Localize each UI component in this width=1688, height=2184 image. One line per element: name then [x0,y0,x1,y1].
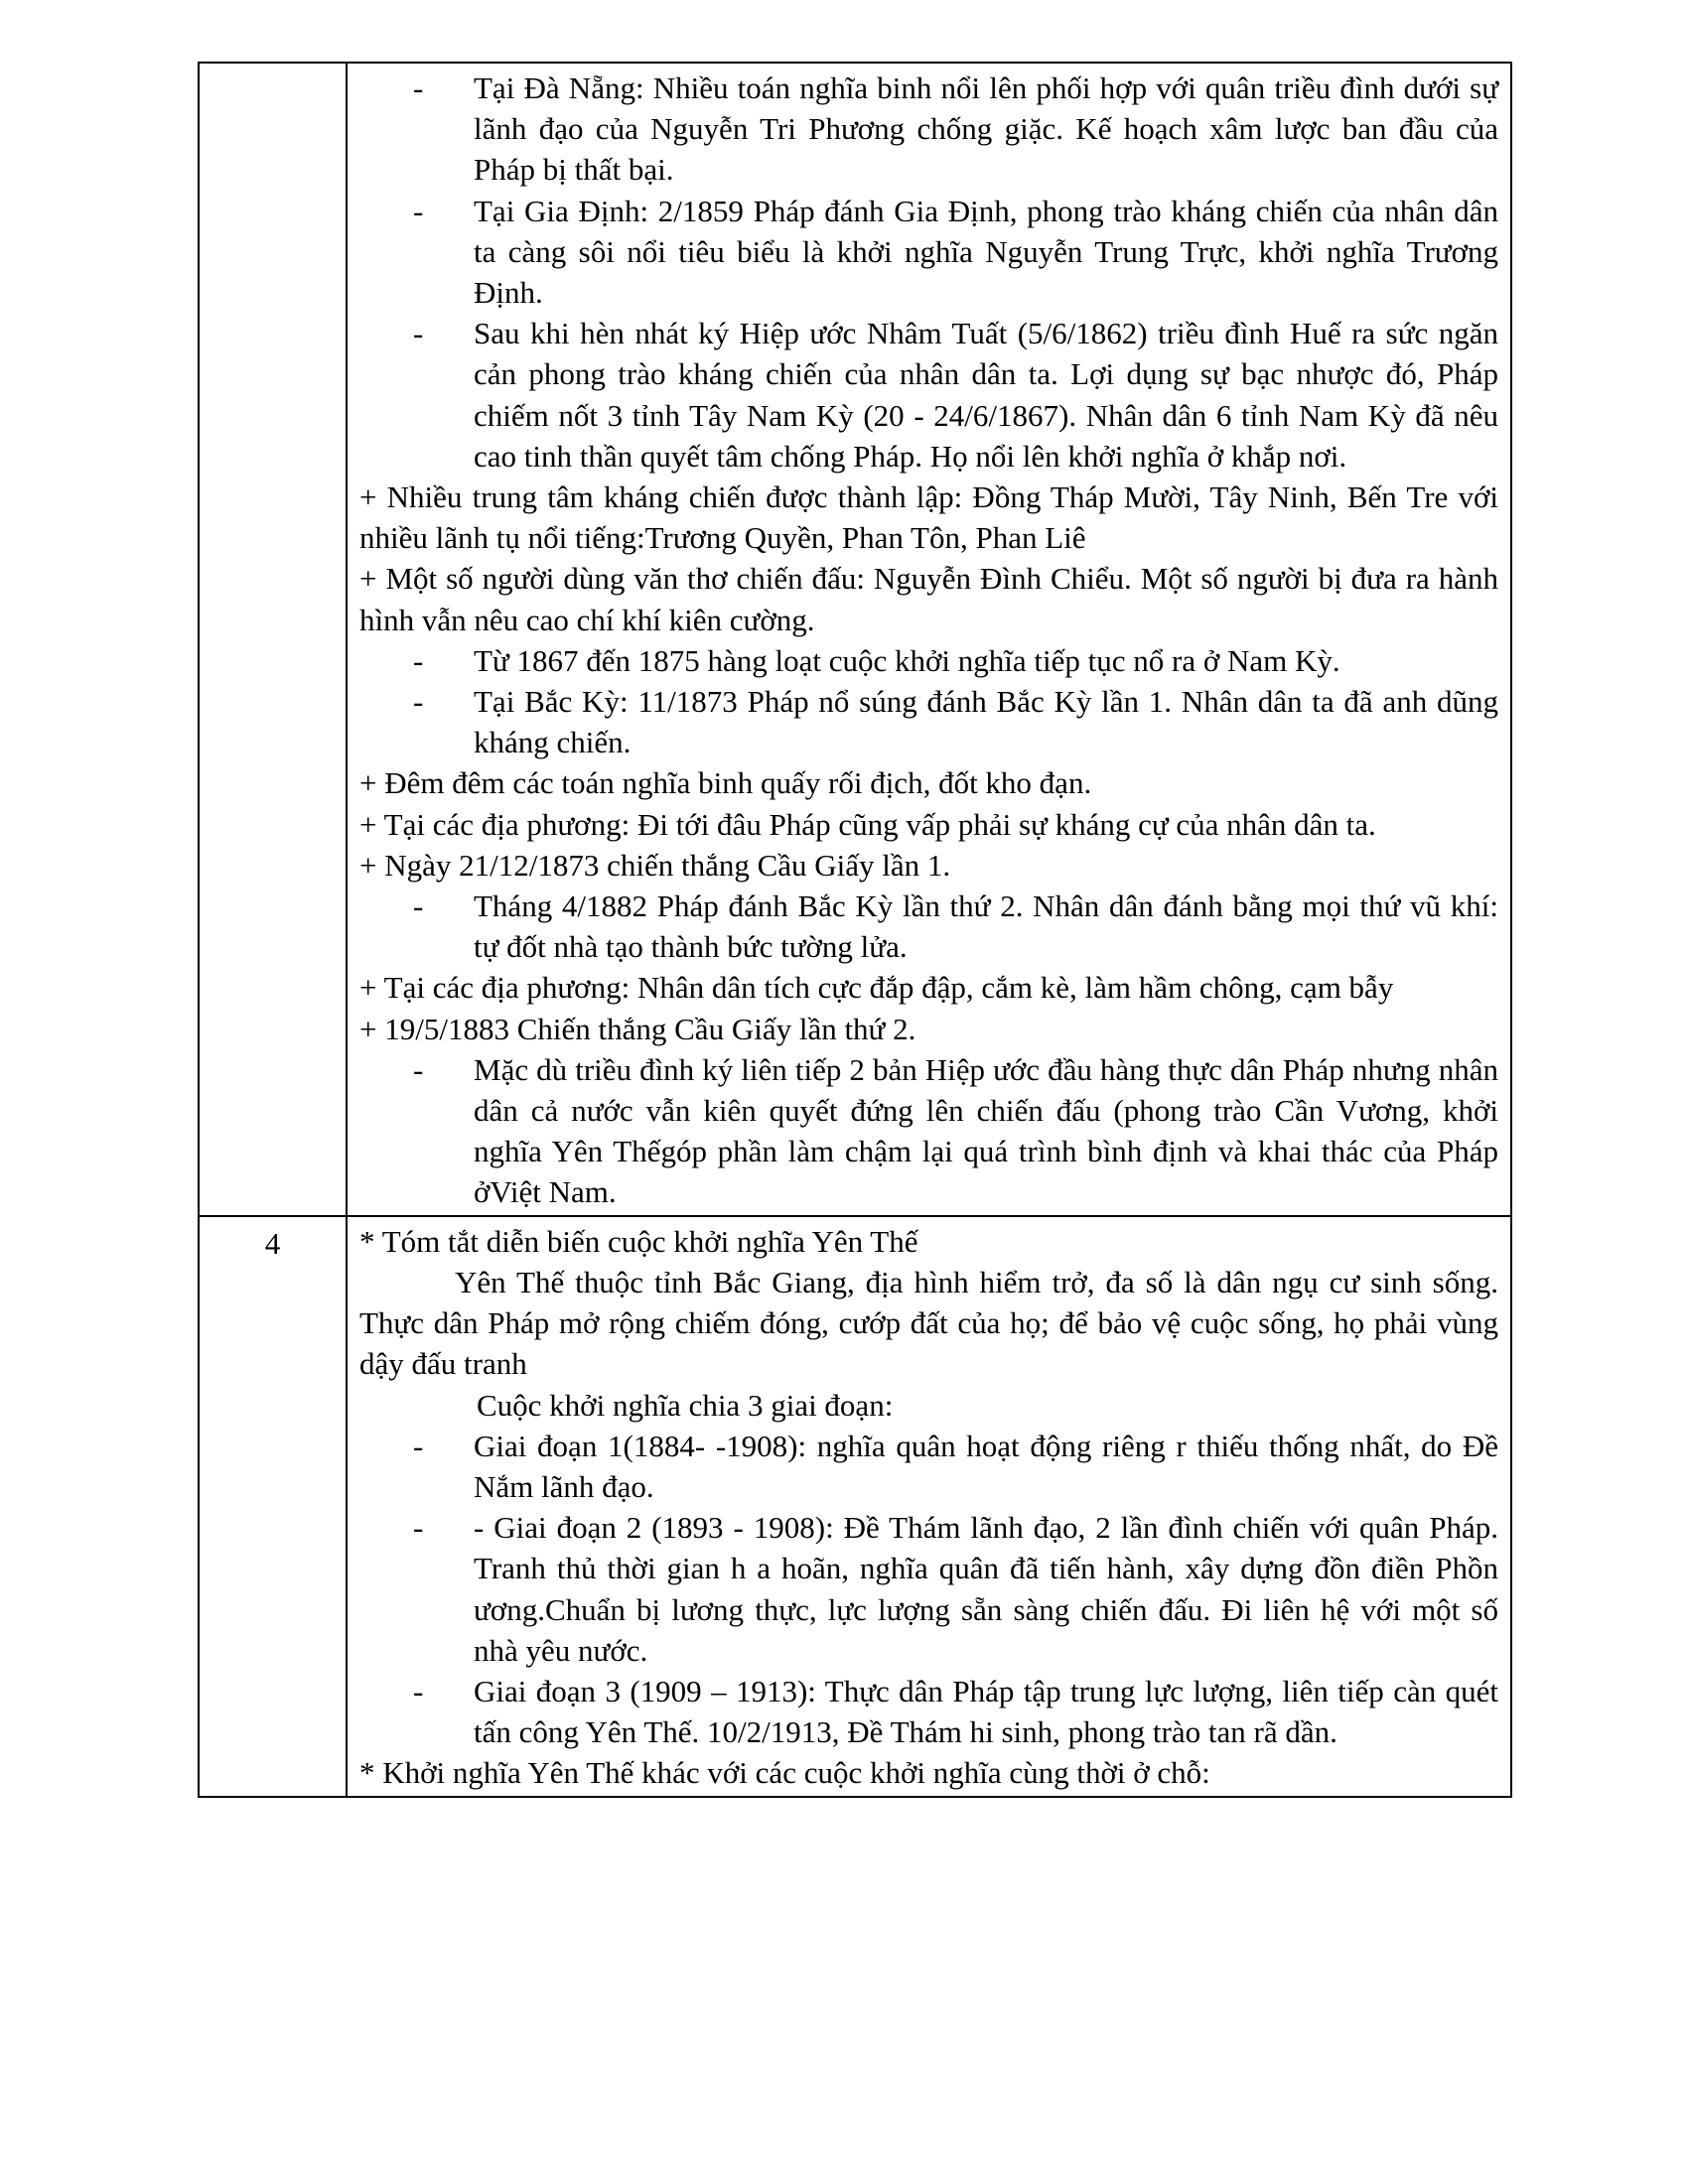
bullet-item: - Mặc dù triều đình ký liên tiếp 2 bản Hiệp ước đầu hàng thực dân Pháp nhưng nhân dân cả nước vẫn kiên quyết đứng lên chiến đấu (phong trào Cần Vương, khởi nghĩa Yên Thếgóp phần làm chậm lại quá trình bình định và khai thác của Pháp ởViệt Nam. [359,1049,1498,1213]
row-number-cell [199,63,347,1216]
bullet-item: - Giai đoạn 3 (1909 – 1913): Thực dân Pháp tập trung lực lượng, liên tiếp càn quét tấn công Yên Thế. 10/2/1913, Đề Thám hi sinh, phong trào tan rã dần. [359,1671,1498,1752]
bullet-item: - Tháng 4/1882 Pháp đánh Bắc Kỳ lần thứ 2. Nhân dân đánh bằng mọi thứ vũ khí: tự đốt nhà tạo thành bức tường lửa. [359,886,1498,967]
bullet-item: - Sau khi hèn nhát ký Hiệp ước Nhâm Tuất (5/6/1862) triều đình Huế ra sức ngăn cản phong trào kháng chiến của nhân dân ta. Lợi dụng sự bạc nhược đó, Pháp chiếm nốt 3 tỉnh Tây Nam Kỳ (20 - 24/6/1867). Nhân dân 6 tỉnh Nam Kỳ đã nêu cao tinh thần quyết tâm chống Pháp. Họ nổi lên khởi nghĩa ở khắp nơi. [359,313,1498,477]
section-heading: * Tóm tắt diễn biến cuộc khởi nghĩa Yên Thế [359,1223,918,1259]
bullet-item: - - Giai đoạn 2 (1893 - 1908): Đề Thám lãnh đạo, 2 lần đình chiến với quân Pháp. Tranh thủ thời gian h a hoãn, nghĩa quân đã tiến hành, xây dựng đồn điền Phồn ương.Chuẩn bị lương thực, lực lượng sẵn sàng chiến đấu. Đi liên hệ với một số nhà yêu nước. [359,1507,1498,1671]
plus-item: + Ngày 21/12/1873 chiến thắng Cầu Giấy lần 1. [359,847,951,883]
bullet-item: - Giai đoạn 1(1884- -1908): nghĩa quân hoạt động riêng r thiếu thống nhất, do Đề Nắm lãnh đạo. [359,1426,1498,1507]
row-number [200,64,346,69]
paragraph: Yên Thế thuộc tỉnh Bắc Giang, địa hình hiểm trở, đa số là dân ngụ cư sinh sống. Thực dân Pháp mở rộng chiếm đóng, cướp đất của họ; để bảo vệ cuộc sống, họ phải vùng dậy đấu tranh [359,1264,1498,1382]
plus-item: + Đêm đêm các toán nghĩa binh quấy rối địch, đốt kho đạn. [359,765,1092,801]
row-number: 4 [264,1225,281,1261]
section-heading: * Khởi nghĩa Yên Thế khác với các cuộc khởi nghĩa cùng thời ở chỗ: [359,1755,1210,1791]
plus-item: + Tại các địa phương: Nhân dân tích cực đắp đập, cắm kè, làm hầm chông, cạm bẫy [359,970,1394,1006]
bullet-item: - Tại Đà Nẵng: Nhiều toán nghĩa binh nổi lên phối hợp với quân triều đình dưới sự lãnh đạo của Nguyễn Tri Phương chống giặc. Kế hoạch xâm lược ban đầu của Pháp bị thất bại. [359,68,1498,191]
plus-item: + Tại các địa phương: Đi tới đâu Pháp cũng vấp phải sự kháng cự của nhân dân ta. [359,806,1376,842]
plus-item: + 19/5/1883 Chiến thắng Cầu Giấy lần thứ 2. [359,1011,916,1046]
row-content-cell [347,1216,1511,1797]
plus-item: + Nhiều trung tâm kháng chiến được thành lập: Đồng Tháp Mười, Tây Ninh, Bến Tre với nhiều lãnh tụ nổi tiếng:Trương Quyền, Phan Tôn, Phan Liê [359,479,1498,556]
row-content-cell [347,63,1511,1216]
row-number-cell [199,1216,347,1797]
plus-item: + Một số người dùng văn thơ chiến đấu: Nguyễn Đình Chiểu. Một số người bị đưa ra hành hình vẫn nêu cao chí khí kiên cường. [359,561,1498,637]
table-row [199,63,1511,1216]
paragraph: Cuộc khởi nghĩa chia 3 giai đoạn: [477,1387,894,1423]
bullet-item: - Từ 1867 đến 1875 hàng loạt cuộc khởi nghĩa tiếp tục nổ ra ở Nam Kỳ. [359,640,1498,681]
table-row [199,1216,1511,1797]
document-table [198,62,1512,1798]
bullet-item: - Tại Bắc Kỳ: 11/1873 Pháp nổ súng đánh Bắc Kỳ lần 1. Nhân dân ta đã anh dũng kháng chiến. [359,681,1498,762]
bullet-item: - Tại Gia Định: 2/1859 Pháp đánh Gia Định, phong trào kháng chiến của nhân dân ta càng sôi nổi tiêu biểu là khởi nghĩa Nguyễn Trung Trực, khởi nghĩa Trương Định. [359,191,1498,314]
